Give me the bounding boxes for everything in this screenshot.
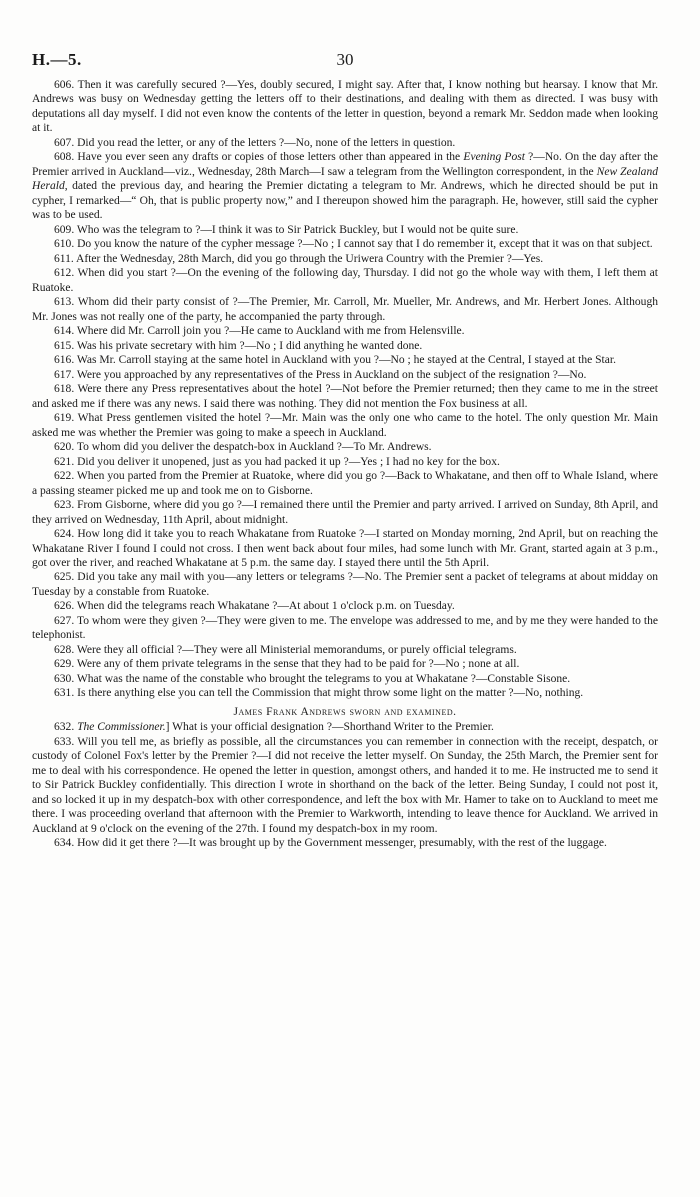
paragraph-618: 618. Were there any Press representatives about the hotel ?—Not before the Premier returned; then they came to me in the street and asked me if there was any news. I said there was nothing. They did not mention the Fox business at all. (32, 383, 658, 410)
paragraph-620: 620. To whom did you deliver the despatch-box in Auckland ?—To Mr. Andrews. (54, 441, 432, 454)
paragraph-629: 629. Were any of them private telegrams in the sense that they had to be paid for ?—No ; none at all. (54, 658, 520, 671)
paragraph-632-number: 632. (54, 721, 78, 734)
page-number: 30 (336, 50, 354, 69)
paragraph-608 (32, 150, 658, 222)
paragraph-612: 612. When did you start ?—On the evening of the following day, Thursday. I did not go the whole way with them, I left them at Ruatoke. (32, 267, 658, 294)
paragraph-633: 633. Will you tell me, as briefly as possible, all the circumstances you can remember in connection with the receipt, despatch, or custody of Colonel Fox's letter by the Premier ?—I did not receive the letter myself. On Sunday, the 25th March, the Premier sent for me to deal with his correspondence. He opened the letter in question, amongst others, and handed it to me. He instructed me to send it to Sir Patrick Buckley confidentially. This direction I wrote in shorthand on the back of the letter. Being Sunday, I could not post it, and so locked it up in my despatch-box with other correspondence, and left the box with Mr. Hamer to take on to Auckland to meet me there. I was proceeding overland that afternoon with the Premier to Warkworth, intending to leave thence for Auckland. We arrived in Auckland at 9 o'clock on the evening of the 27th. I found my despatch-box in my room. (32, 735, 658, 835)
paragraph-607: 607. Did you read the letter, or any of the letters ?—No, none of the letters in question. (54, 136, 456, 149)
paragraph-630: 630. What was the name of the constable who brought the telegrams to you at Whakatane ?—Constable Sisone. (54, 672, 571, 685)
paragraph-614: 614. Where did Mr. Carroll join you ?—He came to Auckland with me from Helensville. (54, 325, 465, 338)
paragraph-621: 621. Did you deliver it unopened, just as you had packed it up ?—Yes ; I had no key for the box. (54, 455, 500, 468)
page-header (32, 50, 658, 78)
paragraph-625: 625. Did you take any mail with you—any letters or telegrams ?—No. The Premier sent a packet of telegrams at about midday on Tuesday by a constable from Ruatoke. (32, 571, 658, 598)
paragraph-632-text: ] What is your official designation ?—Shorthand Writer to the Premier. (165, 721, 494, 734)
speaker-commissioner: The Commissioner. (77, 721, 166, 734)
paragraph-626: 626. When did the telegrams reach Whakatane ?—At about 1 o'clock p.m. on Tuesday. (54, 600, 455, 613)
paragraph-623: 623. From Gisborne, where did you go ?—I remained there until the Premier and party arrived. I arrived on Sunday, 8th April, and they arrived on Wednesday, 11th April, about midnight. (32, 499, 658, 526)
paper-title-nz-herald: New Zealand Herald (32, 165, 658, 193)
paper-title-evening-post: Evening Post (463, 151, 525, 164)
paragraph-609: 609. Who was the telegram to ?—I think it was to Sir Patrick Buckley, but I would not be quite sure. (54, 223, 519, 236)
paragraph-619: 619. What Press gentlemen visited the hotel ?—Mr. Main was the only one who came to the hotel. The only question Mr. Main asked me was whether the Premier was going to make a speech in Auckland. (32, 412, 658, 439)
paragraph-616: 616. Was Mr. Carroll staying at the same hotel in Auckland with you ?—No ; he stayed at the Central, I stayed at the Star. (54, 354, 616, 367)
section-heading: James Frank Andrews sworn and examined. (233, 705, 457, 718)
paragraph-628: 628. Were they all official ?—They were all Ministerial memorandums, or purely official telegrams. (54, 643, 517, 656)
paragraph-617: 617. Were you approached by any representatives of the Press in Auckland on the subject of the resignation ?—No. (54, 368, 587, 381)
paragraph-613: 613. Whom did their party consist of ?—The Premier, Mr. Carroll, Mr. Mueller, Mr. Andrews, and Mr. Herbert Jones. Although Mr. Jones was not really one of the party, he accompanied the party through. (32, 296, 658, 323)
paragraph-611: 611. After the Wednesday, 28th March, did you go through the Uriwera Country with the Premier ?—Yes. (54, 252, 544, 265)
paragraph-610: 610. Do you know the nature of the cypher message ?—No ; I cannot say that I do remember it, except that it was on that subject. (54, 238, 653, 251)
paragraph-622: 622. When you parted from the Premier at Ruatoke, where did you go ?—Back to Whakatane, and then off to Whale Island, where a passing steamer picked me up and took me on to Gisborne. (32, 470, 658, 497)
document-code: H.—5. (32, 50, 82, 69)
paragraph-631: 631. Is there anything else you can tell the Commission that might throw some light on the matter ?—No, nothing. (54, 687, 584, 700)
paragraph-627: 627. To whom were they given ?—They were given to me. The envelope was addressed to me, and by me they were handed to the telephonist. (32, 614, 658, 642)
paragraph-624: 624. How long did it take you to reach Whakatane from Ruatoke ?—I started on Monday morning, 2nd April, but on reaching the Whakatane River I found I could not cross. I then went back about four miles, had some lunch with Mr. Grant, started again at 3 p.m., got over the river, and reached Whakatane at 5 p.m. the same day. I stayed there until the 5th April. (32, 528, 658, 569)
paragraph-608-text-b: ?—No. On the day after the Premier arrived in Auckland—viz., Wednesday, 28th March—I saw a telegram from the Wellington correspondent, in the (32, 151, 659, 178)
paragraph-634: 634. How did it get there ?—It was brought up by the Government messenger, presumably, with the rest of the luggage. (54, 837, 607, 850)
paragraph-615: 615. Was his private secretary with him ?—No ; I did anything he wanted done. (54, 339, 423, 352)
paragraph-608-text-c: , dated the previous day, and hearing the Premier dictating a telegram to Mr. Andrews, which he directed should be put in cypher, I remarked—“ Oh, that is public property now,” and I thereupon showed him the paragraph. He, however, still said the cypher was to be used. (32, 180, 658, 222)
paragraph-632 (32, 720, 658, 734)
paragraph-606: 606. Then it was carefully secured ?—Yes, doubly secured, I might say. After that, I know nothing but hearsay. I know that Mr. Andrews was busy on Wednesday getting the letters off to their destinations, and dealing with them as directed. I was busy with deputations all day myself. I did not even know the contents of the letter in question, beyond a remark Mr. Seddon made when looking at it. (32, 79, 658, 135)
document-body (32, 78, 658, 851)
paragraph-608-text-a: 608. Have you ever seen any drafts or copies of those letters other than appeared in the (54, 151, 464, 164)
